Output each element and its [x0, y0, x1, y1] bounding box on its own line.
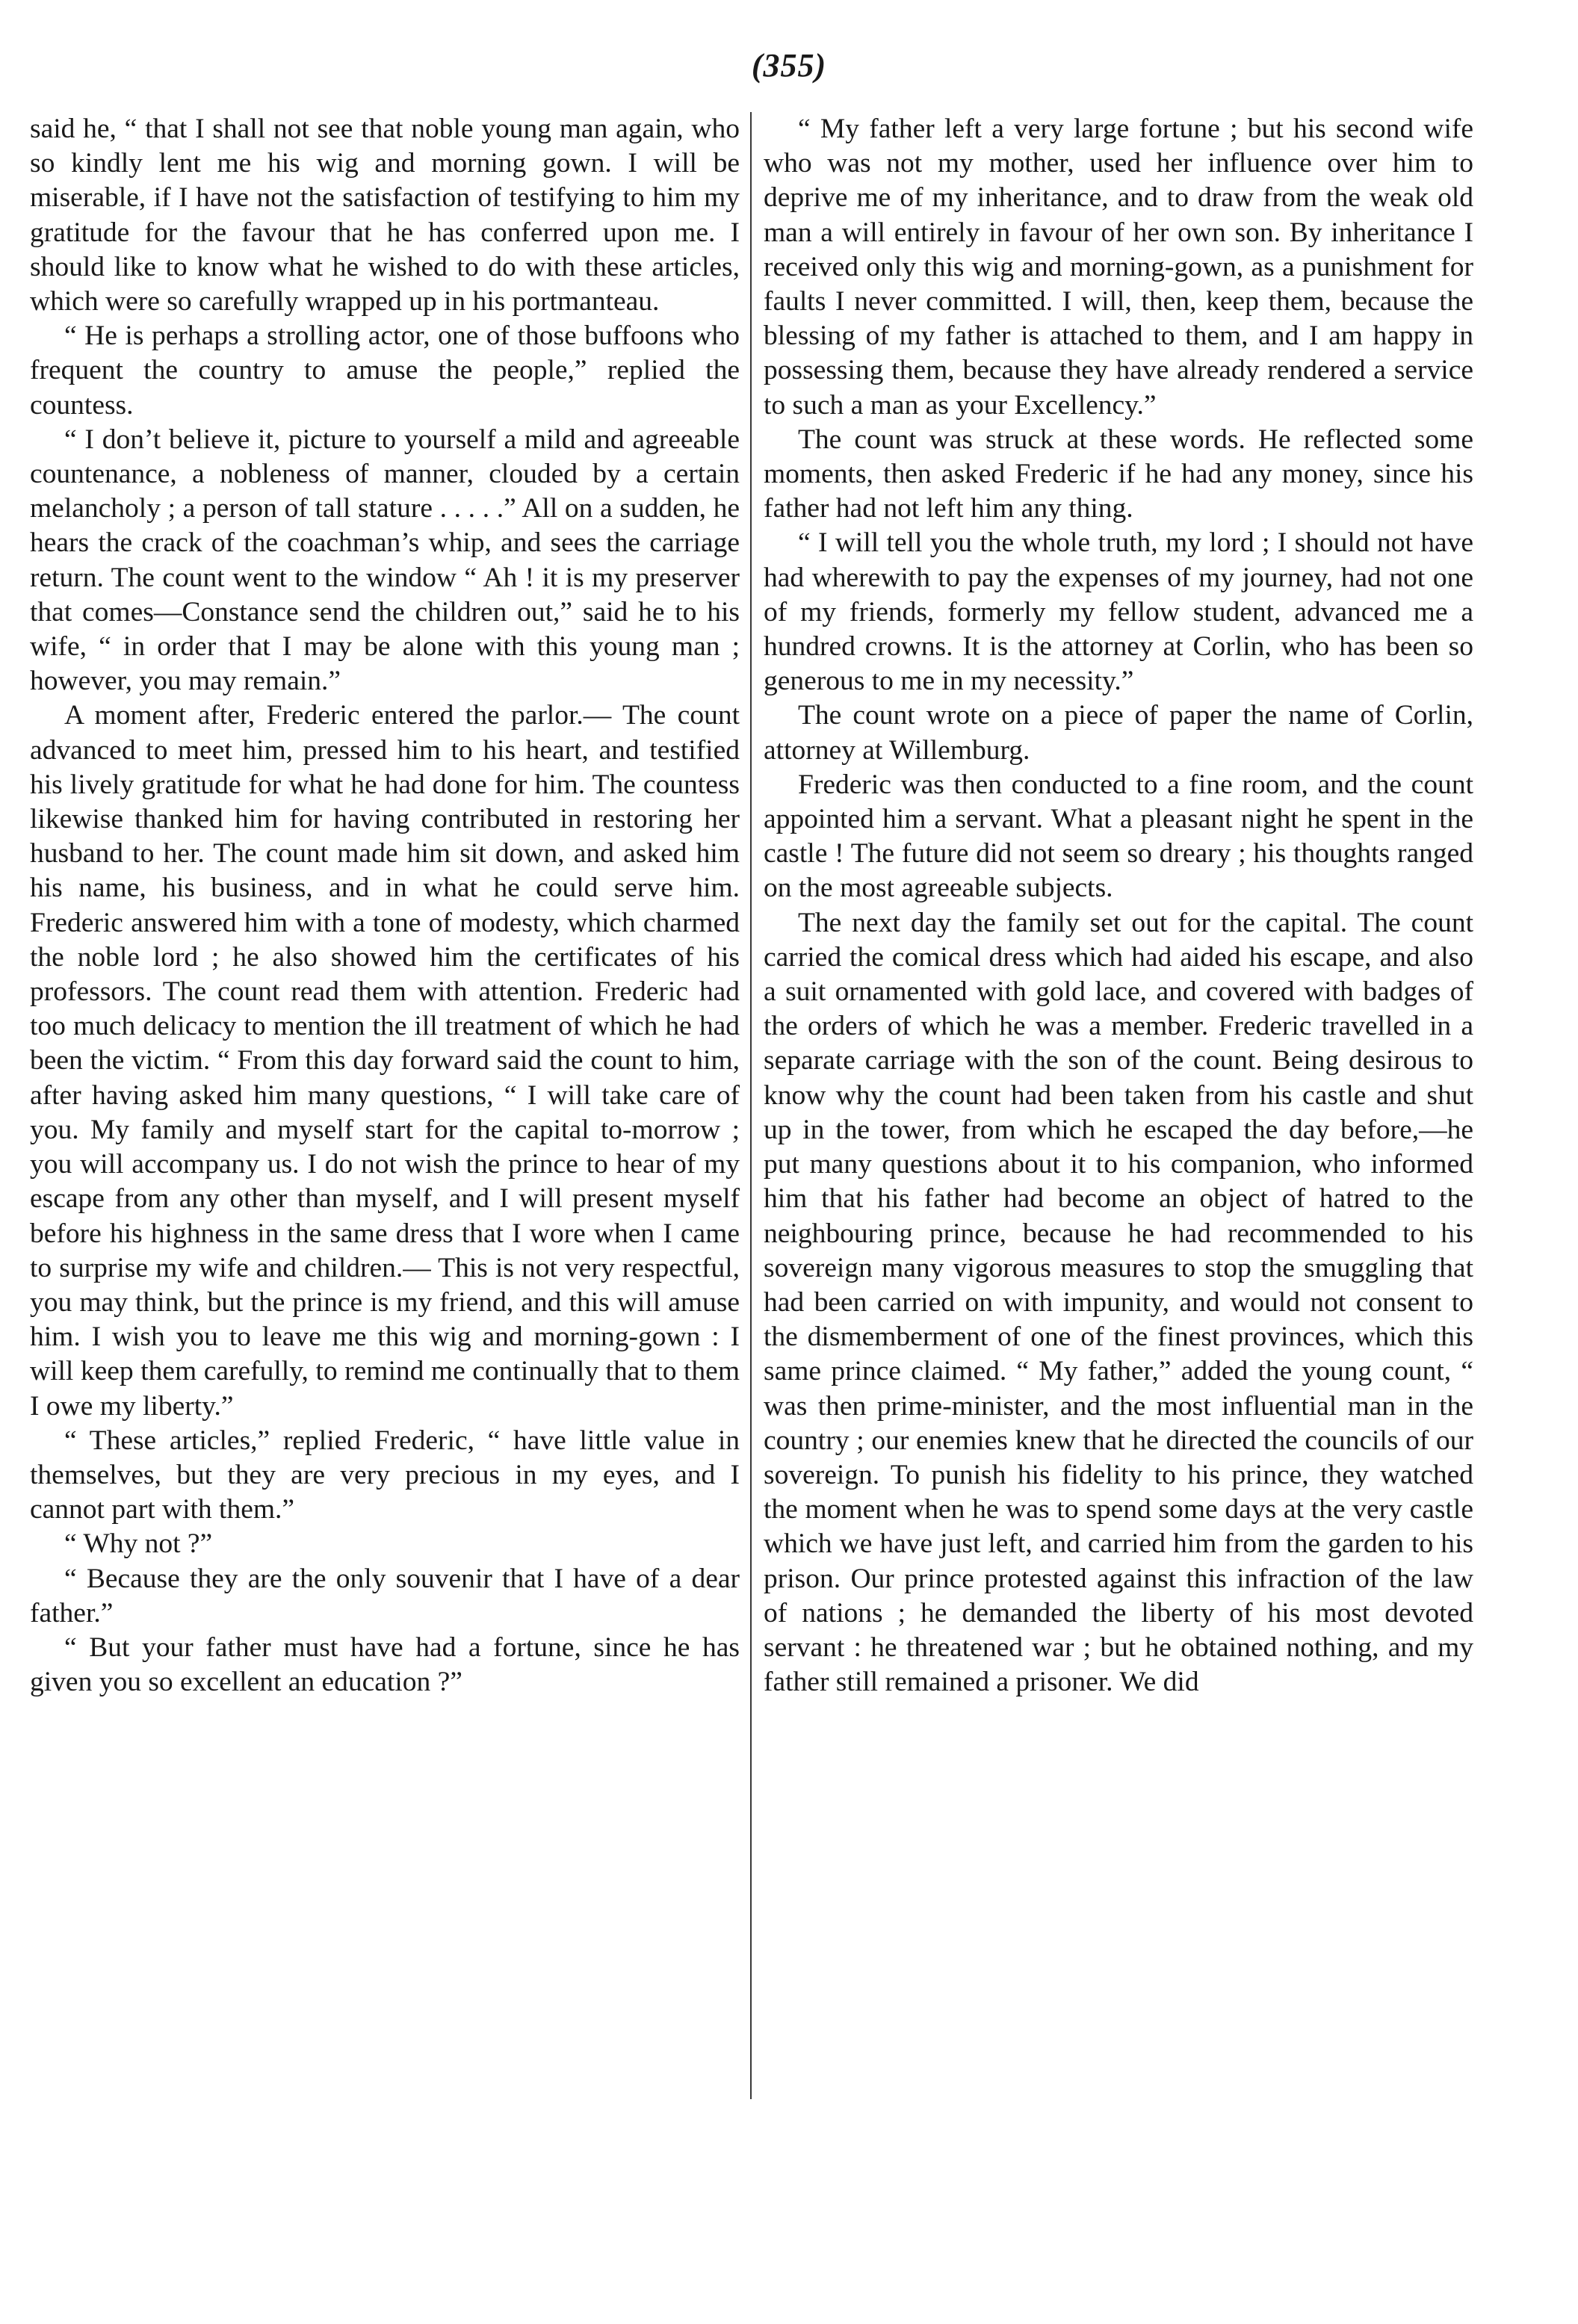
paragraph: Frederic was then conducted to a fine room, and the count appointed him a servant. What a pleasant night he spent in the castle ! The future did not seem so dreary ; his thoughts ranged on the most agreeable subjects.	[764, 769, 1473, 904]
paragraph: The count wrote on a piece of paper the name of Corlin, attorney at Willemburg.	[764, 700, 1473, 766]
paragraph: “ My father left a very large fortune ; but his second wife who was not my mother, used her influence over him to deprive me of my inheritance, and to draw from the weak old man a will entirely in favour of her own son. By inheritance I received only this wig and morning-gown, as a punishment for faults I never committed. I will, then, keep them, because the blessing of my father is attached to them, and I am happy in possessing them, because they have already rendered a service to such a man as your Excellency.”	[764, 114, 1473, 421]
paragraph: “ I will tell you the whole truth, my lord ; I should not have had wherewith to pay the expenses of my journey, had not one of my friends, formerly my fellow student, advanced me a hundred crowns. It is the attorney at Corlin, who has been so generous to me in my necessity.”	[764, 527, 1473, 697]
column-divider	[750, 112, 752, 2099]
right-column	[764, 112, 1473, 1699]
paragraph: The next day the family set out for the capital. The count carried the comical dress which had aided his escape, and also a suit ornamented with gold lace, and covered with badges of the orders of which he was a member. Frederic travelled in a separate carriage with the son of the count. Being desirous to know why the count had been taken from his castle and shut up in the tower, from which he escaped the day before,—he put many questions about it to his companion, who informed him that his father had become an object of hatred to the neighbouring prince, because he had recommended to his sovereign many vigorous measures to stop the smuggling that had been carried on with impunity, and would not consent to the dismemberment of one of the finest provinces, which this same prince claimed. “ My father,” added the young count, “ was then prime-minister, and the most influential man in the country ; our enemies knew that he directed the councils of our sovereign. To punish his fidelity to his prince, they watched the moment when he was to spend some days at the very castle which we have just left, and carried him from the garden to his prison. Our prince protested against this infraction of the law of nations ; he demanded the liberty of his most devoted servant : he threatened war ; but he obtained nothing, and my father still remained a prisoner. We did	[764, 907, 1473, 1698]
paragraph: “ He is perhaps a strolling actor, one of those buffoons who frequent the country to amuse the people,” replied the countess.	[30, 320, 740, 421]
paragraph: “ Because they are the only souvenir that I have of a dear father.”	[30, 1563, 740, 1629]
paragraph: “ These articles,” replied Frederic, “ have little value in themselves, but they are very precious in my eyes, and I cannot part with them.”	[30, 1425, 740, 1525]
paragraph: The count was struck at these words. He reflected some moments, then asked Frederic if he had any money, since his father had not left him any thing.	[764, 424, 1473, 524]
page-number: (355)	[751, 47, 827, 84]
paragraph: “ But your father must have had a fortune, since he has given you so excellent an education ?”	[30, 1632, 740, 1698]
paragraph: “ I don’t believe it, picture to yourself a mild and agreeable countenance, a nobleness of manner, clouded by a certain melancholy ; a person of tall stature . . . . .” All on a sudden, he hears the crack of the coachman’s whip, and sees the carriage return. The count went to the window “ Ah ! it is my preserver that comes—Constance send the children out,” said he to his wife, “ in order that I may be alone with this young man ; however, you may remain.”	[30, 424, 740, 697]
left-column	[30, 112, 740, 1699]
paragraph: “ Why not ?”	[64, 1528, 213, 1560]
paragraph: A moment after, Frederic entered the parlor.— The count advanced to meet him, pressed him to his heart, and testified his lively gratitude for what he had done for him. The countess likewise thanked him for having contributed in restoring her husband to her. The count made him sit down, and asked him his name, his business, and in what he could serve him. Frederic answered him with a tone of modesty, which charmed the noble lord ; he also showed him the certificates of his professors. The count read them with attention. Frederic had too much delicacy to mention the ill treatment of which he had been the victim. “ From this day forward said the count to him, after having asked him many questions, “ I will take care of you. My family and myself start for the capital to-morrow ; you will accompany us. I do not wish the prince to hear of my escape from any other than myself, and I will present myself before his highness in the same dress that I wore when I came to surprise my wife and children.— This is not very respectful, you may think, but the prince is my friend, and this will amuse him. I wish you to leave me this wig and morning-gown : I will keep them carefully, to remind me continually that to them I owe my liberty.”	[30, 700, 740, 1422]
paragraph: said he, “ that I shall not see that noble young man again, who so kindly lent me his wig and morning gown. I will be miserable, if I have not the satisfaction of testifying to him my gratitude for the favour that he has conferred upon me. I should like to know what he wished to do with these articles, which were so carefully wrapped up in his portmanteau.	[30, 114, 740, 317]
